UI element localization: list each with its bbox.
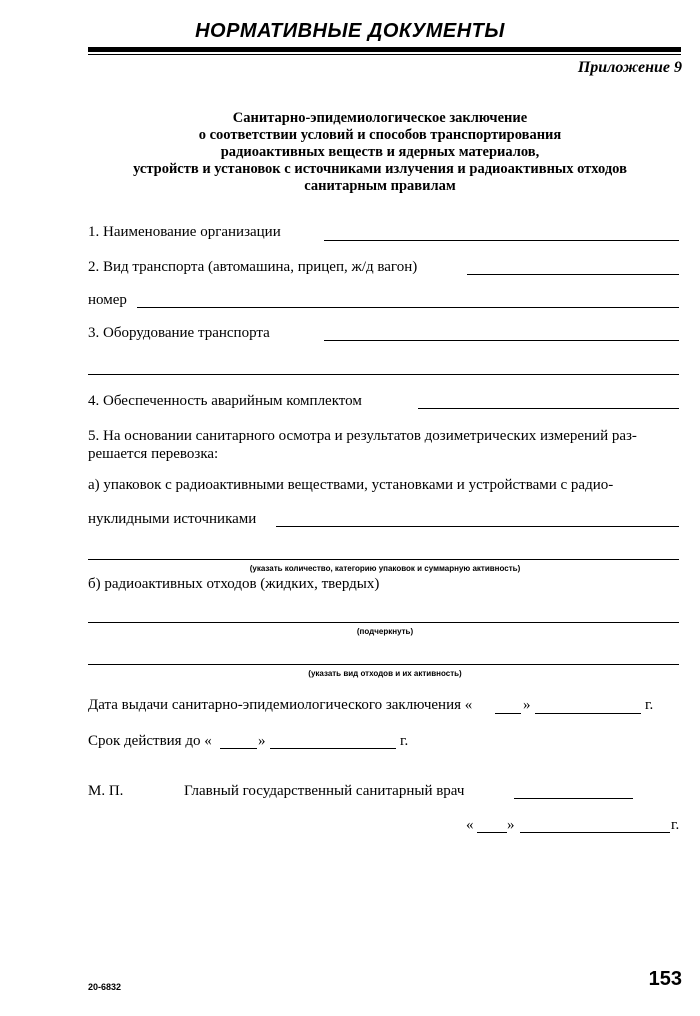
- issue-year-suffix: г.: [645, 697, 654, 713]
- waste-type-field[interactable]: [88, 622, 679, 623]
- packages-field[interactable]: [276, 526, 679, 527]
- header-rule-thick: [88, 47, 681, 52]
- sign-year-suffix: г.: [671, 817, 680, 833]
- transport-equipment-field-2[interactable]: [88, 374, 679, 375]
- waste-activity-field[interactable]: [88, 664, 679, 665]
- valid-month-field[interactable]: [270, 748, 396, 749]
- permission-text-line1: 5. На основании санитарного осмотра и результатов дозиметрических измерений раз-: [88, 428, 637, 444]
- waste-label: б) радиоактивных отходов (жидких, твердых): [88, 576, 380, 592]
- transport-equipment-label: 3. Оборудование транспорта: [88, 325, 270, 341]
- packages-label-line2: нуклидными источниками: [88, 511, 257, 527]
- transport-equipment-field[interactable]: [324, 340, 679, 341]
- title-line: санитарным правилам: [304, 178, 456, 194]
- emergency-kit-label: 4. Обеспеченность аварийным комплектом: [88, 393, 362, 409]
- packages-field-2[interactable]: [88, 559, 679, 560]
- title-line: Санитарно-эпидемиологическое заключение: [232, 110, 528, 126]
- appendix-label: Приложение 9: [577, 59, 682, 76]
- section-title: НОРМАТИВНЫЕ ДОКУМЕНТЫ: [195, 20, 505, 42]
- sign-day-field[interactable]: [477, 832, 507, 833]
- issue-day-field[interactable]: [495, 713, 521, 714]
- issue-quote-close: »: [523, 697, 531, 713]
- title-line: радиоактивных веществ и ядерных материалов,: [220, 144, 540, 160]
- valid-day-field[interactable]: [220, 748, 257, 749]
- transport-number-field[interactable]: [137, 307, 679, 308]
- signature-field[interactable]: [514, 798, 633, 799]
- title-line: устройств и установок с источниками излучения и радиоактивных отходов: [133, 161, 627, 177]
- sign-quote-close: »: [507, 817, 515, 833]
- seal-label: М. П.: [88, 783, 124, 799]
- valid-until-label: Срок действия до «: [88, 733, 212, 749]
- page-number: 153: [648, 968, 682, 990]
- waste-caption: (указать вид отходов и их активность): [308, 669, 462, 678]
- transport-type-label: 2. Вид транспорта (автомашина, прицеп, ж/д вагон): [88, 259, 418, 275]
- organization-name-field[interactable]: [324, 240, 679, 241]
- organization-name-label: 1. Наименование организации: [88, 224, 281, 240]
- transport-number-label: номер: [88, 292, 127, 308]
- issue-date-label: Дата выдачи санитарно-эпидемиологического заключения «: [88, 697, 473, 713]
- permission-text-line2: решается перевозка:: [88, 446, 219, 462]
- sign-quote-open: «: [466, 817, 474, 833]
- packages-label-line1: а) упаковок с радиоактивными веществами, установками и устройствами с радио-: [88, 477, 614, 493]
- signatory-label: Главный государственный санитарный врач: [184, 783, 465, 799]
- emergency-kit-field[interactable]: [418, 408, 679, 409]
- packages-caption: (указать количество, категорию упаковок и суммарную активность): [249, 564, 521, 573]
- print-code: 20-6832: [88, 982, 122, 992]
- header-rule-thin: [88, 54, 681, 55]
- document-title: [80, 110, 680, 195]
- issue-month-field[interactable]: [535, 713, 641, 714]
- valid-quote-close: »: [258, 733, 266, 749]
- valid-year-suffix: г.: [400, 733, 409, 749]
- transport-type-field[interactable]: [467, 274, 679, 275]
- title-line: о соответствии условий и способов транспортирования: [198, 127, 562, 143]
- sign-month-field[interactable]: [520, 832, 670, 833]
- underline-caption: (подчеркнуть): [356, 627, 414, 636]
